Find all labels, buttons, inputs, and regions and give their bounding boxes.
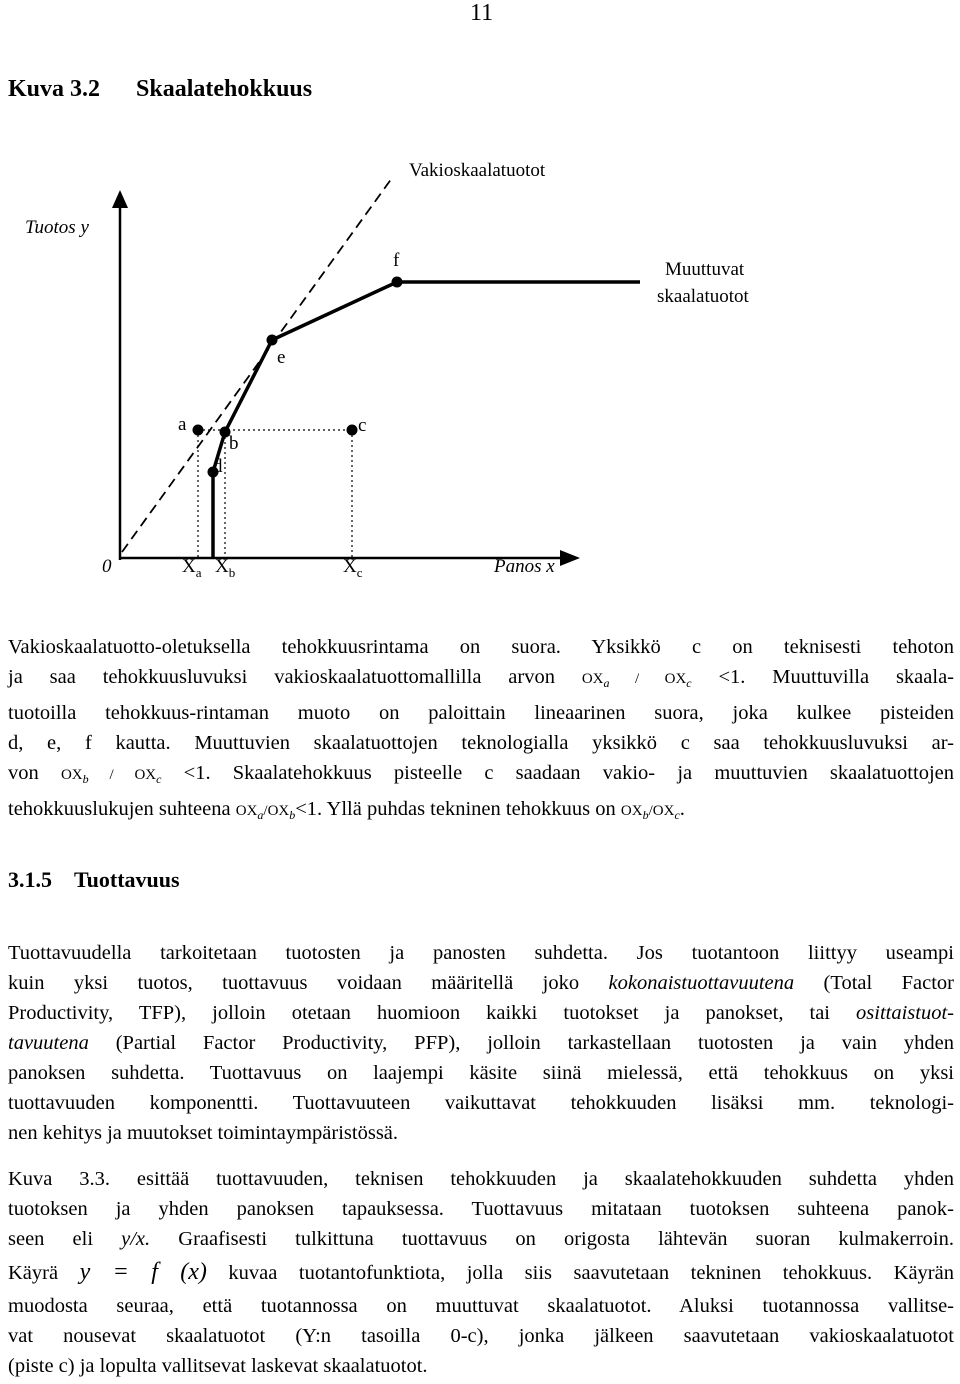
point-a-label: a — [178, 414, 187, 435]
text-line: seen eli y/x. Graafisesti tulkittuna tuottavuus on origosta lähtevän suoran kulmakerroin. — [8, 1228, 954, 1250]
section-heading — [8, 867, 180, 893]
text-line: Tuottavuudella tarkoitetaan tuotosten ja panosten suhdetta. Jos tuotantoon liittyy useampi — [8, 942, 954, 964]
x-tick-xa: $X_a$ — [182, 556, 202, 580]
vrs-legend-line1: Muuttuvat — [665, 259, 745, 280]
text-line: Vakioskaalatuotto-oletuksella tehokkuusrintama on suora. Yksikkö c on teknisesti tehoton — [8, 636, 954, 658]
text-line: vat nousevat skaalatuotot (Y:n tasoilla 0-c), jonka jälkeen saavutetaan vakioskaalatuotot — [8, 1325, 954, 1347]
point-a-marker — [193, 425, 204, 436]
figure-heading — [8, 76, 312, 103]
point-f-label: f — [393, 250, 400, 271]
y-axis-label: Tuotos y — [25, 217, 89, 238]
text-line: tavuutena (Partial Factor Productivity, PFP), jolloin tarkastellaan tuotosten ja vain yhden — [8, 1032, 954, 1054]
text-line: tehokkuuslukujen suhteena $OX_a/OX_b<1$. Yllä puhdas tekninen tehokkuus on $OX_b/OX_c$. — [8, 798, 685, 822]
vrs-frontier-line — [213, 282, 640, 558]
text-line: panoksen suhdetta. Tuottavuus on laajempi käsite siinä mielessä, että tehokkuus on yksi — [8, 1062, 954, 1084]
text-line: tuottavuuden komponentti. Tuottavuuteen vaikuttavat tehokkuuden lisäksi mm. teknologi- — [8, 1092, 954, 1114]
text-line: ja saa tehokkuusluvuksi vakioskaalatuottomallilla arvon $OX_a / OX_c <1$. Muuttuvilla skaala- — [8, 666, 954, 690]
page-number: 11 — [470, 0, 494, 26]
point-f-marker — [392, 277, 403, 288]
point-e-marker — [267, 335, 278, 346]
production-function-formula: y = f (x) — [79, 1259, 207, 1285]
y-axis-arrow — [112, 190, 128, 208]
text-line: Kuva 3.3. esittää tuottavuuden, teknisen tehokkuuden ja skaalatehokkuuden suhdetta yhden — [8, 1168, 954, 1190]
text-line: (piste c) ja lopulta vallitsevat laskevat skaalatuotot. — [8, 1355, 428, 1377]
section-title: Tuottavuus — [74, 867, 180, 892]
text-line: Käyrä y = f (x) kuvaa tuotantofunktiota, jolla siis saavutetaan tekninen tehokkuus. Käyrän — [8, 1259, 954, 1285]
text-line: von $OX_b / OX_c <1$. Skaalatehokkuus pisteelle c saadaan vakio- ja muuttuvien skaalatuottojen — [8, 762, 954, 786]
vrs-legend-line2: skaalatuotot — [657, 286, 749, 307]
text-line: nen kehitys ja muutokset toimintaympäristössä. — [8, 1122, 399, 1144]
x-axis-label: Panos x — [494, 556, 555, 577]
figure-label: Kuva 3.2 — [8, 76, 101, 102]
text-line: muodosta seuraa, että tuotannossa on muuttuvat skaalatuotot. Aluksi tuotannossa vallitse- — [8, 1295, 954, 1317]
text-line: kuin yksi tuotos, tuottavuus voidaan määritellä joko kokonaistuottavuutena (Total Factor — [8, 972, 954, 994]
x-tick-xc: $X_c$ — [343, 556, 363, 580]
text-line: d, e, f kautta. Muuttuvien skaalatuottojen teknologialla yksikkö c saa tehokkuusluvuksi ar- — [8, 732, 954, 754]
point-b-label: b — [229, 433, 239, 454]
x-tick-xb: $X_b$ — [215, 556, 236, 580]
scale-efficiency-figure — [0, 140, 960, 600]
text-line: tuotoksen ja yhden panoksen tapauksessa. Tuottavuus mitataan tuotoksen suhteena panok- — [8, 1198, 954, 1220]
paragraph-figure-3-3 — [8, 1164, 954, 1381]
crs-legend: Vakioskaalatuotot — [409, 160, 546, 181]
text-line: Productivity, TFP), jolloin otetaan huomioon kaikki tuotokset ja panokset, tai osittaistuot- — [8, 1002, 954, 1024]
point-c-label: c — [358, 415, 367, 436]
text-line: tuotoilla tehokkuus-rintaman muoto on paloittain lineaarinen suora, joka kulkee pisteiden — [8, 702, 954, 724]
point-e-label: e — [277, 347, 286, 368]
paragraph-vrs-explanation — [8, 632, 954, 830]
point-c-marker — [347, 425, 358, 436]
section-number: 3.1.5 — [8, 867, 52, 892]
x-axis-arrow — [560, 550, 580, 566]
figure-title: Skaalatehokkuus — [136, 76, 313, 102]
point-d-label: d — [213, 456, 223, 477]
origin-label: 0 — [102, 556, 112, 577]
paragraph-productivity-definition — [8, 938, 954, 1148]
